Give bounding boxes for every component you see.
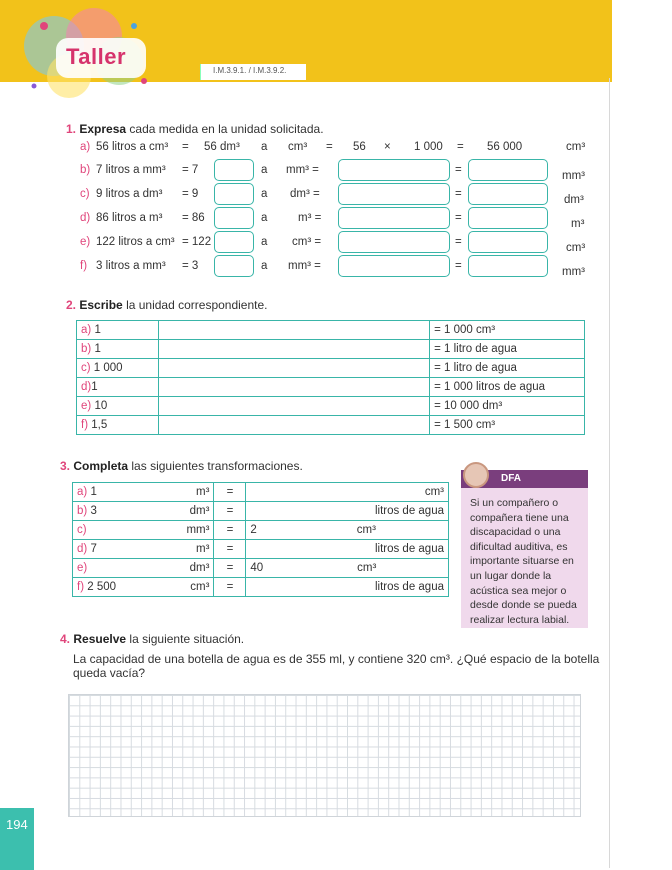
exercise-1-row: c) 9 litros a dm³ = 9 a dm³ = = dm³ [80,188,584,206]
exercise-1-row: f) 3 litros a mm³ = 3 a mm³ = = mm³ [80,260,585,278]
table-row: b) 3 dm³ = litros de agua [73,502,449,521]
exercise-4-line-2: queda vacía? [73,666,146,680]
section-title: Taller [66,44,127,69]
answer-cell[interactable] [158,378,429,397]
exercise-3-heading: 3. Completa las siguientes transformaciones. [60,459,303,473]
answer-box[interactable] [214,231,254,253]
exercise-4-heading: 4. Resuelve la siguiente situación. [60,632,245,646]
answer-cell[interactable]: litros de agua [246,540,449,559]
answer-box[interactable] [214,183,254,205]
exercise-1-row: b) 7 litros a mm³ = 7 a mm³ = = mm³ [80,164,585,182]
dfa-note [461,470,588,628]
table-row: a) 1 = 1 000 cm³ [77,321,585,340]
table-row: a) 1 m³ = cm³ [73,483,449,502]
answer-box[interactable] [338,159,450,181]
table-row: b) 1 = 1 litro de agua [77,340,585,359]
table-row: e) 10 = 10 000 dm³ [77,397,585,416]
exercise-2-heading: 2. Escribe la unidad correspondiente. [66,298,268,312]
answer-box[interactable] [214,255,254,277]
table-row: f) 2 500 cm³ = litros de agua [73,578,449,597]
answer-cell[interactable]: cm³ [246,483,449,502]
answer-cell[interactable] [158,416,429,435]
ear-icon [463,462,489,488]
exercise-1-row: e) 122 litros a cm³ = 122 a cm³ = = cm³ [80,236,586,254]
curriculum-code: I.M.3.9.1. / I.M.3.9.2. [200,64,306,80]
exercise-2-table [76,320,585,435]
table-row: c) mm³ = 2 cm³ [73,521,449,540]
answer-box[interactable] [468,183,548,205]
dfa-text: Si un compañero o compañera tiene una discapacidad o una dificultad auditiva, es importante situarse en un lugar donde la acústica sea mejor o desde donde se pueda realizar lectura labial. [470,497,577,626]
answer-box[interactable] [338,207,450,229]
answer-grid[interactable] [68,694,581,817]
exercise-1-example-row: a) 56 litros a cm³ = 56 dm³ a cm³ = 56 × 1 000 = 56 000 cm³ [80,141,586,153]
answer-box[interactable] [338,183,450,205]
answer-box[interactable] [468,159,548,181]
answer-cell[interactable]: e) dm³ [73,559,214,578]
page-edge [609,78,610,868]
answer-cell[interactable] [158,359,429,378]
answer-box[interactable] [338,231,450,253]
answer-box[interactable] [214,159,254,181]
table-row: f) 1,5 = 1 500 cm³ [77,416,585,435]
answer-cell[interactable] [158,340,429,359]
dfa-title: DFA [461,470,588,488]
exercise-4-line-1: La capacidad de una botella de agua es de 355 ml, y contiene 320 cm³. ¿Qué espacio de la botella [73,652,600,666]
table-row: d) 7 m³ = litros de agua [73,540,449,559]
answer-cell[interactable]: c) mm³ [73,521,214,540]
answer-cell[interactable]: litros de agua [246,502,449,521]
table-row: e) dm³ = 40 cm³ [73,559,449,578]
answer-box[interactable] [468,207,548,229]
answer-cell[interactable] [158,321,429,340]
table-row: c) 1 000 = 1 litro de agua [77,359,585,378]
exercise-1-heading: 1. Expresa cada medida en la unidad solicitada. [66,122,324,136]
answer-cell[interactable]: litros de agua [246,578,449,597]
table-row: d)1 = 1 000 litros de agua [77,378,585,397]
answer-box[interactable] [214,207,254,229]
answer-box[interactable] [338,255,450,277]
answer-box[interactable] [468,255,548,277]
exercise-1-row: d) 86 litros a m³ = 86 a m³ = = m³ [80,212,585,230]
page-number: 194 [0,808,34,870]
answer-box[interactable] [468,231,548,253]
answer-cell[interactable] [158,397,429,416]
exercise-3-table [72,482,449,597]
